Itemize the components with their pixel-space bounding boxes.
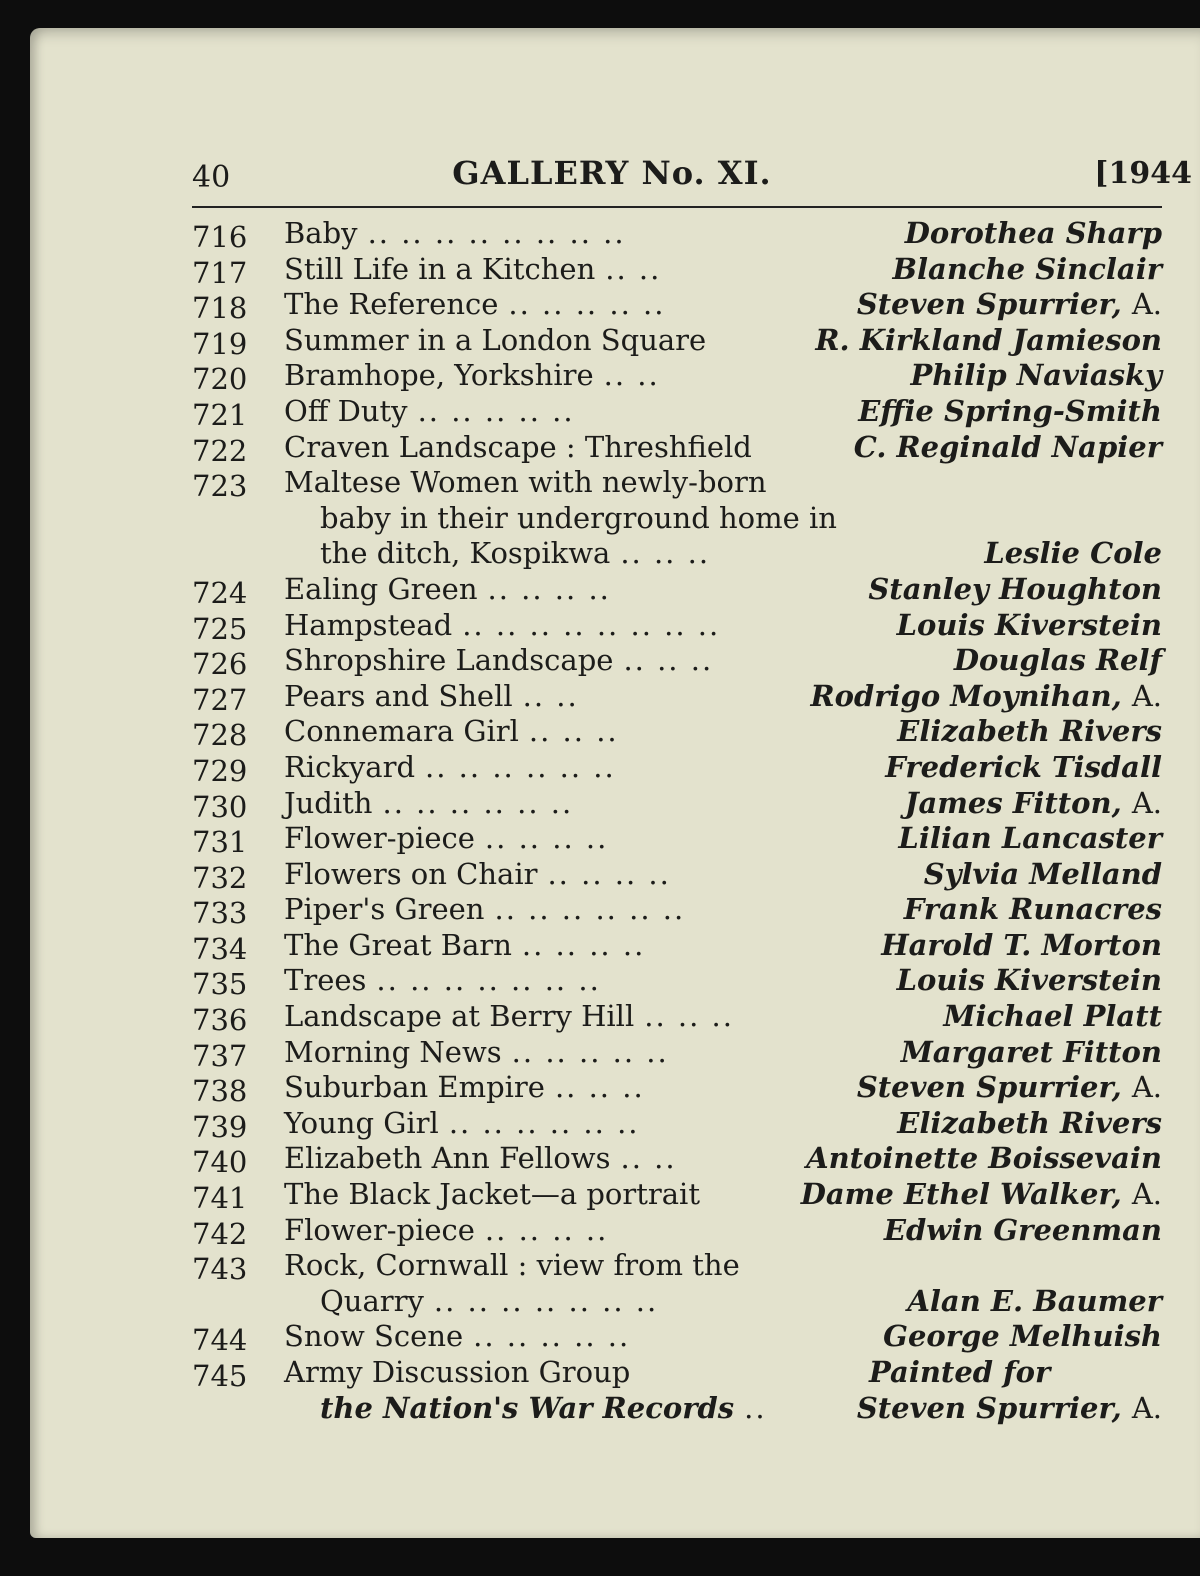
catalogue-entry-continuation [192,1391,1162,1427]
leader-dots: .. .. .. .. [484,1212,609,1247]
catalogue-entry [192,608,1162,644]
entry-title: The Black Jacket—a portrait [284,1177,700,1212]
entry-number: 733 [192,896,248,931]
entry-artist: Antoinette Boissevain [806,1141,1162,1176]
leader-dots: .. .. .. .. .. .. .. .. [462,607,721,642]
entry-artist: Effie Spring-Smith [858,393,1162,428]
catalogue-entry [192,1319,1162,1358]
entry-artist: Margaret Fitton [900,1034,1162,1069]
catalogue-entry [192,430,1162,466]
catalogue-entry [192,358,1162,397]
entry-title-line2: Quarry [320,1283,424,1318]
entry-artist: Stanley Houghton [868,571,1162,606]
leader-dots: .. .. .. [528,714,619,749]
entry-artist: Steven Spurrier, [856,1390,1122,1425]
leader-dots: .. .. .. .. [547,856,671,891]
entry-number: 741 [192,1181,248,1216]
entry-title: Still Life in a Kitchen [284,251,596,286]
catalogue-entry [192,1035,1162,1071]
entry-artist: Philip Naviasky [910,358,1162,393]
entry-title: Off Duty [284,393,408,428]
entry-title: Rickyard [284,749,416,784]
entry-number: 734 [192,931,248,966]
entry-number: 718 [192,291,248,326]
leader-dots: .. .. .. .. .. .. .. [376,963,601,998]
entry-title: Shropshire Landscape [284,643,614,678]
entry-title: Bramhope, Yorkshire [284,358,594,393]
leader-dots: .. .. [522,678,579,713]
entry-number: 720 [192,362,248,397]
leader-dots: .. .. .. .. .. .. [448,1105,640,1140]
entry-suffix: A. [1131,785,1162,820]
catalogue-entry [192,252,1162,288]
entry-title: Rock, Cornwall : view from the [284,1248,740,1283]
catalogue-entry [192,786,1162,822]
catalogue-entry [192,1106,1162,1142]
entry-title: Hampstead [284,607,453,642]
entry-title: Flower-piece [284,821,475,856]
entry-number: 743 [192,1252,248,1287]
catalogue-entry [192,1355,1162,1391]
leader-dots: .. .. .. .. [521,927,646,962]
page-header [192,154,1192,198]
leader-dots: .. .. .. .. .. .. [494,892,686,927]
entry-number: 727 [192,682,248,717]
entry-number: 736 [192,1003,248,1038]
catalogue-entry [192,714,1162,753]
entry-title: Maltese Women with newly-born [284,465,767,500]
entry-title: Elizabeth Ann Fellows [284,1141,611,1176]
entry-note: Painted for [869,1355,1051,1389]
entry-artist: Louis Kiverstein [896,607,1162,642]
catalogue-entry [192,821,1162,860]
entry-suffix: A. [1131,287,1162,322]
year: [1944 [1094,156,1192,191]
entry-artist: Dame Ethel Walker, [800,1177,1122,1212]
entry-artist: Lilian Lancaster [898,821,1162,856]
entry-number: 732 [192,860,248,895]
entry-artist: C. Reginald Napier [853,429,1162,464]
entry-title: Army Discussion Group [284,1355,631,1389]
leader-dots: .. .. .. [623,643,714,678]
entry-title: The Great Barn [284,927,512,962]
leader-dots: .. .. .. .. .. .. .. .. [367,216,626,250]
catalogue-entry [192,465,1162,504]
catalogue-entry-continuation [192,501,1162,537]
catalogue-entry [192,1213,1162,1249]
leader-dots: .. .. .. .. .. .. .. [433,1283,659,1318]
entry-title: Suburban Empire [284,1070,545,1105]
catalogue-entry [192,1070,1162,1109]
catalogue-entry [192,643,1162,682]
leader-dots: .. .. .. .. .. [417,393,575,428]
entry-title: The Reference [284,287,499,322]
catalogue-entry [192,1248,1162,1287]
entry-title: Judith [284,785,373,820]
leader-dots: .. .. [605,251,662,286]
catalogue-entry [192,679,1162,715]
entry-title: Piper's Green [284,892,485,927]
entry-artist: Steven Spurrier, [856,287,1122,322]
entry-artist: Harold T. Morton [881,927,1162,962]
page-number: 40 [192,160,231,195]
entry-number: 717 [192,255,248,290]
entry-title: Flowers on Chair [284,856,538,891]
catalogue-list [192,216,1162,1426]
entry-title: Flower-piece [284,1212,475,1247]
leader-dots: .. .. .. .. .. [473,1319,631,1354]
entry-suffix: A. [1131,1390,1162,1425]
catalogue-entry [192,999,1162,1038]
catalogue-entry [192,572,1162,608]
entry-number: 739 [192,1109,248,1144]
entry-title: Morning News [284,1034,502,1069]
entry-artist: Dorothea Sharp [904,216,1162,250]
leader-dots: .. .. .. [620,536,711,571]
catalogue-entry [192,750,1162,786]
entry-number: 723 [192,469,248,504]
catalogue-entry [192,1177,1162,1216]
catalogue-entry-continuation [192,536,1162,572]
entry-artist: Rodrigo Moynihan, [810,678,1122,713]
entry-number: 738 [192,1074,248,1109]
entry-number: 722 [192,433,248,468]
entry-artist: Louis Kiverstein [896,963,1162,998]
catalogue-entry [192,963,1162,1002]
leader-dots: .. .. .. .. .. .. [382,785,574,820]
entry-number: 731 [192,825,248,860]
entry-title-line3: the ditch, Kospikwa [320,536,611,571]
catalogue-entry [192,216,1162,252]
entry-number: 745 [192,1359,248,1393]
catalogue-entry [192,928,1162,964]
entry-number: 716 [192,220,248,254]
entry-artist: Michael Platt [943,999,1162,1034]
entry-title: Pears and Shell [284,678,513,713]
entry-artist: George Melhuish [883,1319,1162,1354]
entry-number: 725 [192,611,248,646]
entry-number: 721 [192,397,248,432]
entry-artist: Alan E. Baumer [907,1283,1162,1318]
gallery-title: GALLERY No. XI. [452,154,772,192]
entry-number: 728 [192,718,248,753]
entry-title-line2: baby in their underground home in [320,500,837,535]
entry-note-line2: the Nation's War Records [320,1390,735,1425]
entry-suffix: A. [1131,678,1162,713]
entry-suffix: A. [1131,1177,1162,1212]
entry-artist: Elizabeth Rivers [897,714,1162,749]
catalogue-entry [192,323,1162,359]
leader-dots: .. .. .. .. [487,571,611,606]
leader-dots: .. .. .. [644,999,734,1034]
catalogue-entry [192,394,1162,430]
entry-title: Summer in a London Square [284,322,707,357]
entry-title: Snow Scene [284,1319,464,1354]
entry-artist: Blanche Sinclair [892,251,1162,286]
entry-number: 740 [192,1145,248,1180]
leader-dots: .. .. .. .. [484,821,609,856]
entry-artist: Steven Spurrier, [856,1070,1122,1105]
entry-title: Young Girl [284,1105,439,1140]
entry-artist: James Fitton, [904,785,1122,820]
entry-artist: R. Kirkland Jamieson [815,322,1162,357]
leader-dots: .. .. .. .. .. .. [425,749,616,784]
entry-suffix: A. [1131,1070,1162,1105]
entry-number: 742 [192,1216,248,1251]
header-rule [192,206,1162,208]
catalogue-entry-continuation [192,1284,1162,1320]
entry-artist: Edwin Greenman [883,1212,1162,1247]
entry-title: Trees [284,963,367,998]
entry-title: Landscape at Berry Hill [284,999,635,1034]
entry-artist: Frederick Tisdall [885,749,1162,784]
catalogue-page [30,28,1200,1538]
leader-dots: .. [744,1390,767,1425]
leader-dots: .. .. [603,358,660,393]
entry-number: 737 [192,1038,248,1073]
entry-artist: Frank Runacres [903,892,1162,927]
entry-title: Ealing Green [284,571,478,606]
catalogue-entry [192,857,1162,893]
entry-number: 744 [192,1323,248,1358]
entry-artist: Leslie Cole [984,536,1162,571]
entry-title: Craven Landscape : Threshfield [284,429,752,464]
entry-artist: Elizabeth Rivers [897,1105,1162,1140]
entry-number: 729 [192,753,248,788]
entry-artist: Sylvia Melland [923,856,1162,891]
catalogue-entry [192,1141,1162,1180]
catalogue-entry [192,287,1162,326]
entry-title: Baby [284,216,358,250]
leader-dots: .. .. .. .. .. [508,287,666,322]
entry-number: 726 [192,647,248,682]
entry-artist: Douglas Relf [953,643,1162,678]
entry-number: 724 [192,575,248,610]
catalogue-entry [192,892,1162,931]
leader-dots: .. .. .. .. .. [511,1034,669,1069]
entry-title: Connemara Girl [284,714,519,749]
leader-dots: .. .. .. [554,1070,645,1105]
entry-number: 719 [192,326,248,361]
entry-number: 735 [192,967,248,1002]
leader-dots: .. .. [620,1141,677,1176]
entry-number: 730 [192,789,248,824]
